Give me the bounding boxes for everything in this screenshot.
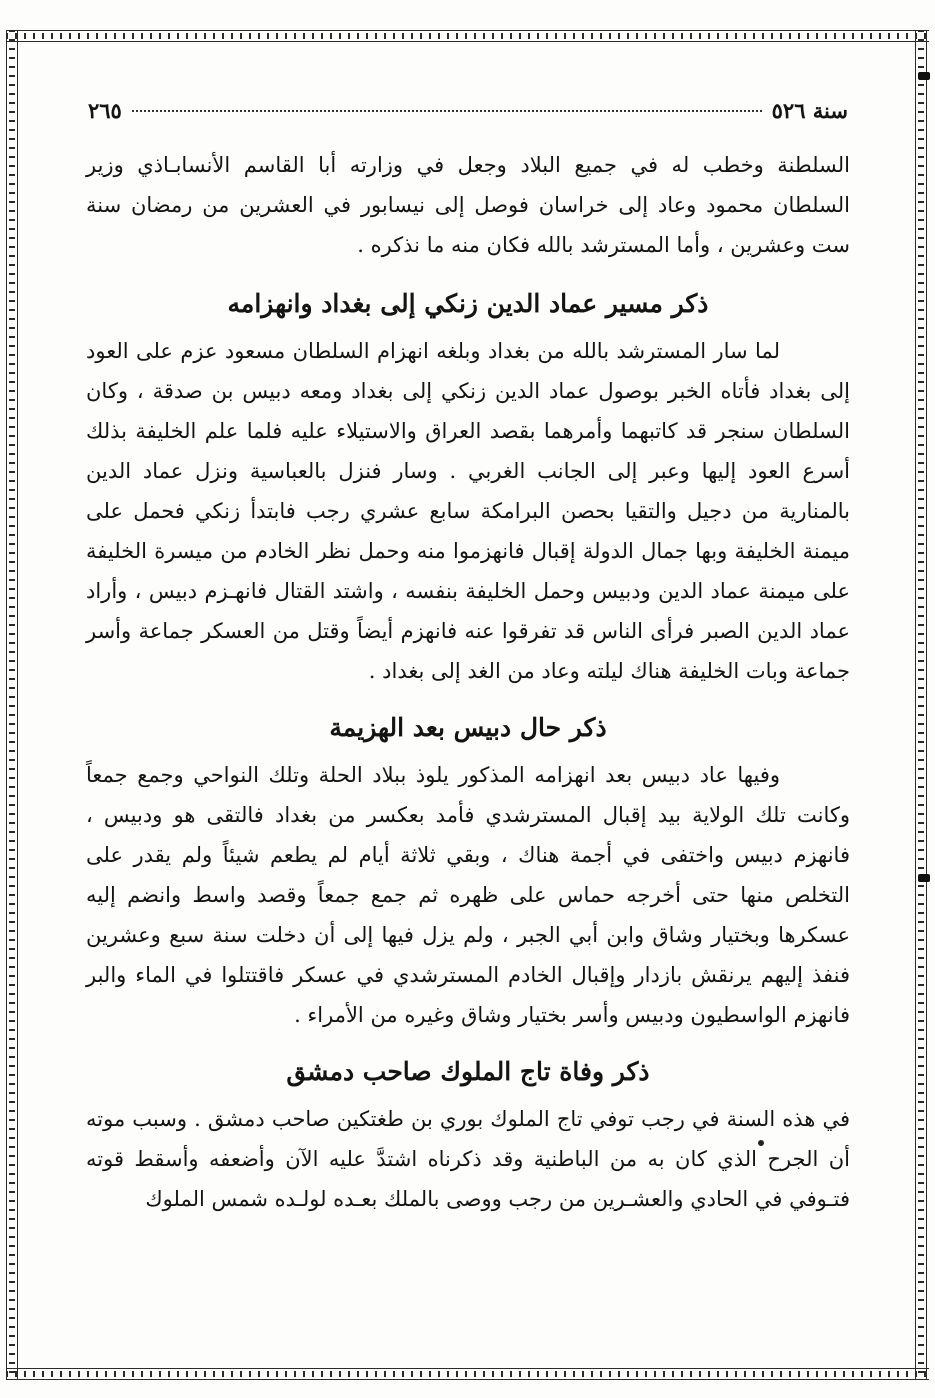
running-header xyxy=(88,98,848,132)
header-year: سنة ٥٢٦ xyxy=(771,98,848,123)
ornamental-border-right xyxy=(915,30,927,1380)
section-heading-dubays-defeat: ذكر حال دبيس بعد الهزيمة xyxy=(329,713,607,742)
section-paragraph-zengi-march: لما سار المسترشد بالله من بغداد وبلغه انهزام السلطان مسعود عزم على العود إلى بغداد فأتاه الخبر بوصول عماد الدين زنكي إلى بغداد ومعه دبيس بن صدقة ، وكان السلطان سنجر قد كاتبهما وأمرهما بقصد العراق والاستيلاء عليه فلما علم الخليفة بذلك أسرع العود إليها وعبر إلى الجانب الغربي . وسار فنزل بالعباسية ونزل عماد الدين بالمنارية من دجيل والتقيا بحصن البرامكة سابع عشري رجب فابتدأ زنكي فحمل على ميمنة الخليفة وبها جمال الدولة إقبال فانهزموا منه وحمل نظر الخادم من ميسرة الخليفة على ميمنة عماد الدين ودبيس وحمل الخليفة بنفسه ، واشتد القتال فانهـزم دبيس ، وأراد عماد الدين الصبر فرأى الناس قد تفرقوا عنه فانهزم أيضاً وقتل من العسكر جماعة وأسر جماعة وبات الخليفة هناك ليلته وعاد من الغد إلى بغداد . xyxy=(86,339,850,683)
section-paragraph-taj-al-muluk-death: في هذه السنة في رجب توفي تاج الملوك بوري بن طغتكين صاحب دمشق . وسبب موته أن الجرح الذي كان به من الباطنية وقد ذكرناه اشتدَّ عليه الآن وأضعفه وأسقط قوته فتـوفي في الحادي والعشـرين من رجب ووصى بالملك بعـده لولـده شمس الملوك xyxy=(86,1107,850,1211)
ornamental-border-bottom xyxy=(6,1368,929,1380)
page-number: ٢٦٥ xyxy=(88,98,122,123)
binding-mark-middle xyxy=(918,874,930,882)
section-paragraph-dubays-defeat: وفيها عاد دبيس بعد انهزامه المذكور يلوذ ببلاد الحلة وتلك النواحي وجمع جمعاً وكانت تلك الولاية بيد إقبال المسترشدي فأمد بعكسر من بغداد فالتقى هو ودبيس ، فانهزم دبيس واختفى في أجمة هناك ، وبقي ثلاثة أيام لم يطعم شيئاً ولم يقدر على التخلص منها حتى أخرجه حماس على ظهره ثم جمع جمعاً وقصد واسط وانضم إليه عسكرها وبختيار وشاق وابن أبي الجبر ، ولم يزل فيها إلى أن دخلت سنة سبع وعشرين فنفذ إليهم يرنقش بازدار وإقبال الخادم المسترشدي في عسكر فاقتتلوا في الماء والبر فانهزم الواسطيون ودبيس وأسر بختيار وشاق وغيره من الأمراء . xyxy=(86,763,850,1027)
ink-dot xyxy=(758,1140,764,1146)
binding-mark-top xyxy=(918,72,930,80)
page-body xyxy=(86,145,850,1219)
ornamental-border-top xyxy=(6,30,929,42)
header-dot-leader xyxy=(132,110,762,112)
ornamental-border-left xyxy=(6,30,18,1380)
section-heading-zengi-march: ذكر مسير عماد الدين زنكي إلى بغداد وانهزامه xyxy=(227,289,709,318)
section-heading-taj-al-muluk-death: ذكر وفاة تاج الملوك صاحب دمشق xyxy=(286,1057,650,1086)
intro-paragraph: السلطنة وخطب له في جميع البلاد وجعل في وزارته أبا القاسم الأنسابـاذي وزير السلطان محمود وعاد إلى خراسان فوصل إلى نيسابور في العشرين من رمضان سنة ست وعشرين ، وأما المسترشد بالله فكان منه ما نذكره . xyxy=(86,153,850,257)
